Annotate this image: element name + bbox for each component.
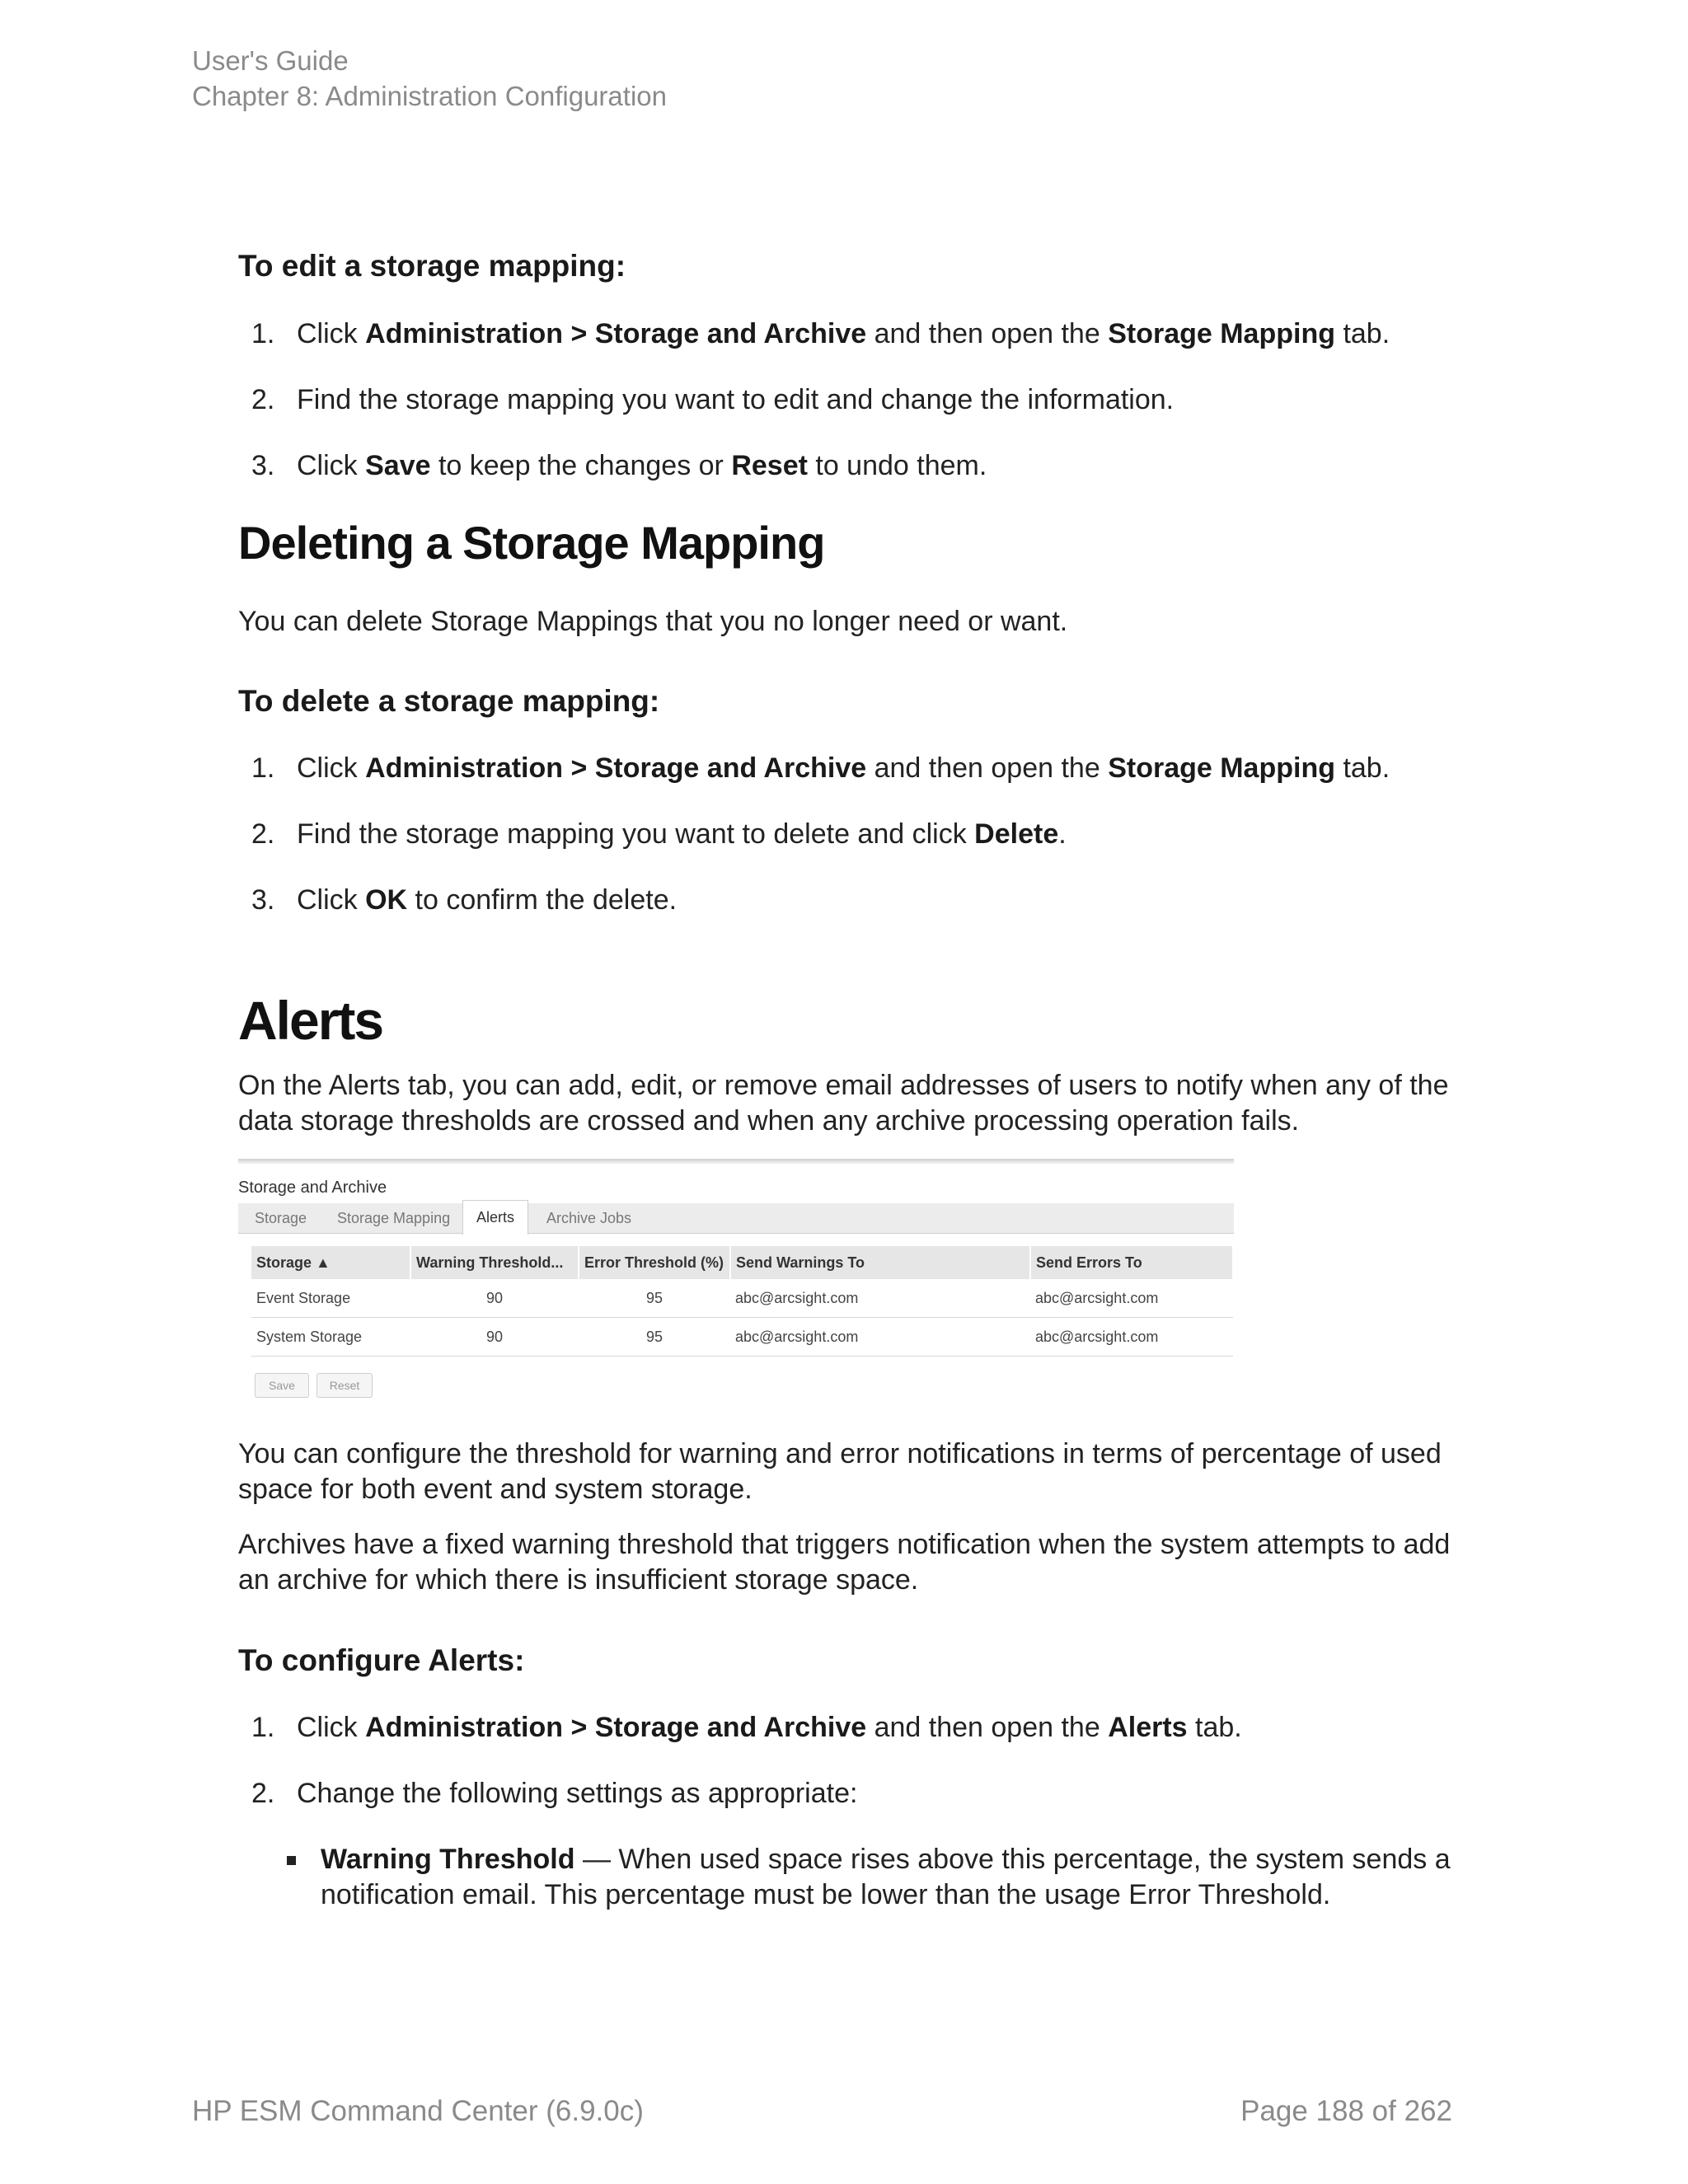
edit-step-1: 1. Click Administration > Storage and Archive and then open the Storage Mapping tab. [251,318,1390,349]
cell-error-threshold[interactable]: 95 [579,1318,730,1357]
configure-alerts-heading: To configure Alerts: [238,1643,525,1677]
tab-storage-mapping[interactable]: Storage Mapping [337,1210,451,1226]
delete-step-1: 1. Click Administration > Storage and Archive and then open the Storage Mapping tab. [251,752,1390,784]
tab-alerts[interactable]: Alerts [462,1200,528,1235]
screenshot-title: Storage and Archive [238,1179,387,1197]
bullet-marker [287,1856,296,1865]
alerts-intro: On the Alerts tab, you can add, edit, or remove email addresses of users to notify when any of the data storage thresholds are crossed and when any archive processing operation fails. [238,1070,1449,1137]
footer-page-number: Page 188 of 262 [1240,2095,1452,2127]
configure-step-2: 2. Change the following settings as appropriate: [251,1778,858,1809]
delete-step-2: 2. Find the storage mapping you want to delete and click Delete. [251,818,1067,850]
running-header-chapter: Chapter 8: Administration Configuration [192,81,667,111]
delete-section-title: Deleting a Storage Mapping [238,517,825,569]
reset-button[interactable]: Reset [316,1373,373,1398]
column-header-send-warnings-to[interactable]: Send Warnings To [730,1246,1030,1279]
edit-step-2: 2. Find the storage mapping you want to edit and change the information. [251,384,1175,415]
cell-error-threshold[interactable]: 95 [579,1279,730,1318]
alerts-table [251,1246,1234,1357]
cell-send-errors-to[interactable]: abc@arcsight.com [1030,1318,1233,1357]
tab-archive-jobs[interactable]: Archive Jobs [546,1210,632,1226]
alerts-archive-paragraph: Archives have a fixed warning threshold that triggers notification when the system attempts to add an archive for which there is insufficient storage space. [238,1529,1451,1596]
column-header-error-threshold[interactable]: Error Threshold (%) [579,1246,730,1279]
running-header-title: User's Guide [192,45,349,76]
table-row[interactable] [251,1279,1233,1318]
alerts-tab-screenshot [238,1159,1234,1406]
cell-send-warnings-to[interactable]: abc@arcsight.com [730,1279,1030,1318]
column-header-warning-threshold[interactable]: Warning Threshold... [410,1246,579,1279]
configure-step-1: 1. Click Administration > Storage and Archive and then open the Alerts tab. [251,1712,1242,1743]
delete-step-3: 3. Click OK to confirm the delete. [251,884,678,916]
column-header-storage[interactable]: Storage ▲ [251,1246,410,1279]
cell-storage: Event Storage [251,1279,410,1318]
table-row[interactable] [251,1318,1233,1357]
alerts-threshold-paragraph: You can configure the threshold for warning and error notifications in terms of percentage of used space for both event and system storage. [238,1438,1442,1505]
cell-storage: System Storage [251,1318,410,1357]
save-button[interactable]: Save [255,1373,309,1398]
footer-product: HP ESM Command Center (6.9.0c) [192,2095,644,2127]
cell-warning-threshold[interactable]: 90 [410,1279,579,1318]
edit-heading: To edit a storage mapping: [238,249,626,283]
cell-warning-threshold[interactable]: 90 [410,1318,579,1357]
cell-send-warnings-to[interactable]: abc@arcsight.com [730,1318,1030,1357]
alerts-section-title: Alerts [238,990,383,1051]
delete-heading: To delete a storage mapping: [238,684,660,718]
cell-send-errors-to[interactable]: abc@arcsight.com [1030,1279,1233,1318]
column-header-send-errors-to[interactable]: Send Errors To [1030,1246,1233,1279]
delete-intro: You can delete Storage Mappings that you no longer need or want. [238,606,1068,637]
edit-step-3: 3. Click Save to keep the changes or Reset to undo them. [251,450,987,481]
tab-storage[interactable]: Storage [255,1210,307,1226]
screenshot-tab-bar [238,1203,1234,1234]
screenshot-divider [238,1159,1234,1164]
